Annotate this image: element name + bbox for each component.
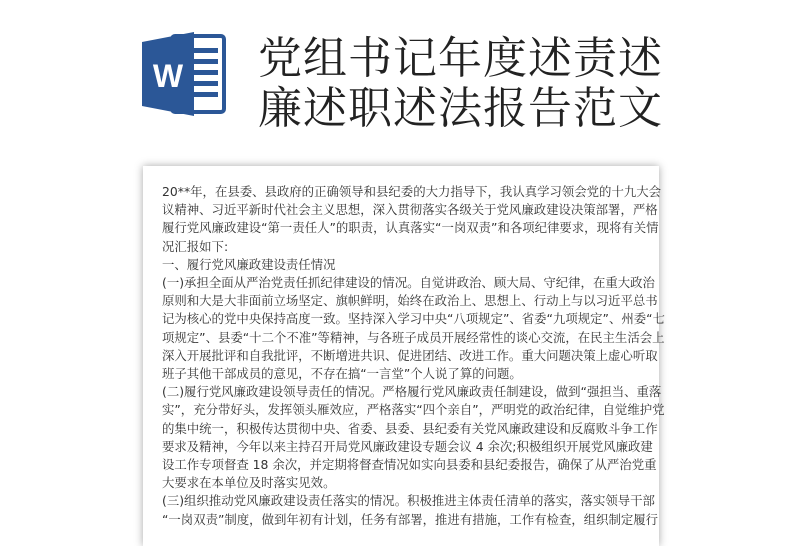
document-line: 20**年，在县委、县政府的正确领导和县纪委的大力指导下，我认真学习领会党的十九大会: [162, 184, 662, 199]
document-line: “一岗双责”制度，做到年初有计划，任务有部署，推进有措施，工作有检查，组织制定履行: [162, 511, 659, 527]
document-line: (二)履行党风廉政建设领导责任的情况。严格履行党风廉政责任制建设，做到“强担当、重落: [162, 384, 662, 400]
title-line-1: 党组书记年度述责述: [258, 33, 663, 84]
document-line: 要求及精神，今年以来主持召开局党风廉政建设专题会议 4 余次;积极组织开展党风廉政建: [162, 438, 653, 454]
word-document-icon: [138, 28, 230, 120]
document-line: 设工作专项督查 18 余次，并定期将督查情况如实向县委和县纪委报告，确保了从严治党重: [162, 457, 657, 473]
document-line: 原则和大是大非面前立场坚定、旗帜鲜明，始终在政治上、思想上、行动上与以习近平总书: [162, 293, 658, 309]
document-line: (三)组织推动党风廉政建设责任落实的情况。积极推进主体责任清单的落实，落实领导干部: [162, 493, 655, 509]
document-line: 履行党风廉政建设“第一责任人”的职责，认真落实“一岗双责”和各项纪律要求，现将有关情: [162, 220, 659, 236]
document-line: 记为核心的党中央保持高度一致。坚持深入学习中央“八项规定”、省委“九项规定”、州委“七: [162, 311, 665, 327]
document-page: [143, 166, 665, 546]
document-line: 实”，充分带好头，发挥领头雁效应，严格落实“四个亲自”，严明党的政治纪律，自觉维护党: [162, 402, 665, 418]
svg-text:W: W: [152, 58, 184, 94]
document-line: 班子其他干部成员的意见，不存在搞“一言堂”个人说了算的问题。: [162, 366, 522, 382]
document-body: [162, 183, 665, 529]
document-line: 一、履行党风廉政建设责任情况: [162, 256, 336, 272]
page-title: [258, 34, 663, 134]
document-line: 的集中统一，积极传达贯彻中央、省委、县委、县纪委有关党风廉政建设和反腐败斗争工作: [162, 420, 658, 436]
document-line: 深入开展批评和自我批评，不断增进共识、促进团结、改进工作。重大问题决策上虚心听取: [162, 347, 658, 363]
document-line: (一)承担全面从严治党责任抓纪律建设的情况。自觉讲政治、顾大局、守纪律，在重大政治: [162, 275, 655, 291]
document-line: 况汇报如下:: [162, 238, 229, 254]
document-line: 议精神、习近平新时代社会主义思想，深入贯彻落实各级关于党风廉政建设决策部署，严格: [162, 202, 658, 218]
title-line-2: 廉述职述法报告范文: [258, 83, 663, 134]
document-line: 项规定”、县委“十二个不准”等精神，与各班子成员开展经常性的谈心交流，在民主生活会上: [162, 329, 665, 345]
document-line: 大要求在本单位及时落实见效。: [162, 475, 336, 491]
